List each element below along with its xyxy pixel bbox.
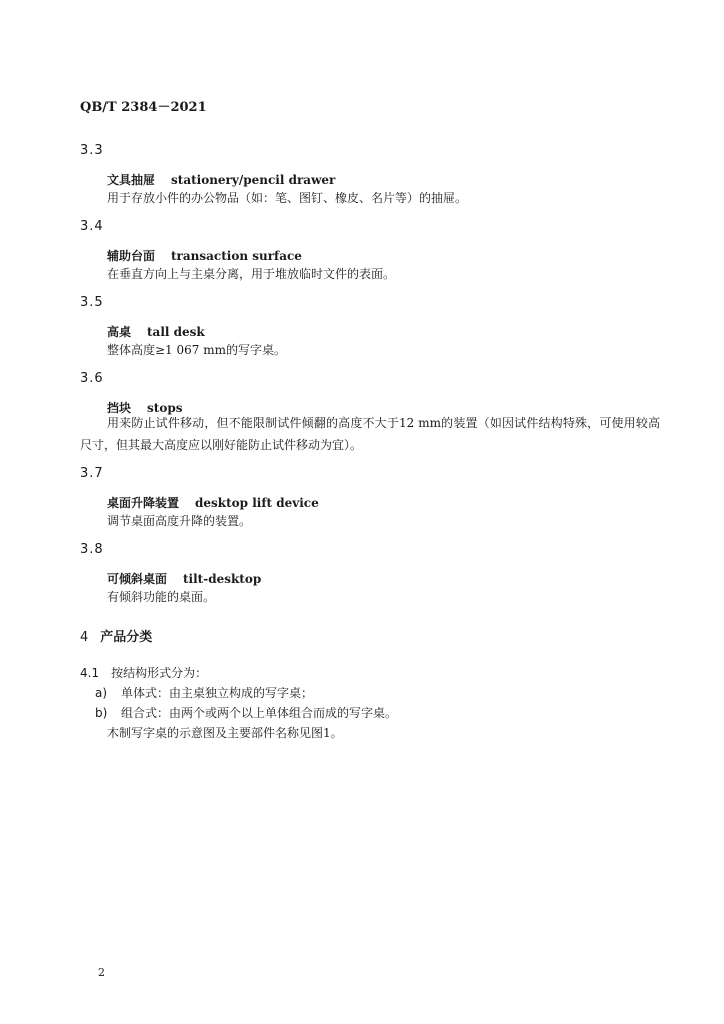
clause-number: 3.5 — [80, 295, 104, 310]
term-cn: 文具抽屉 — [107, 173, 156, 187]
term-cn: 辅助台面 — [107, 249, 156, 263]
section-number: 4 — [80, 630, 89, 645]
subclause-number: 4.1 — [80, 666, 100, 680]
term-en: stops — [147, 401, 183, 415]
term-definition: 整体高度≥1 067 mm的写字桌。 — [107, 343, 286, 357]
term-definition: 用来防止试件移动，但不能限制试件倾翻的高度不大于12 mm的装置（如因试件结构特殊，可使用较高尺寸，但其最大高度应以刚好能防止试件移动为宜）。 — [80, 416, 660, 452]
list-item-text: 组合式：由两个或两个以上单体组合而成的写字桌。 — [121, 706, 398, 720]
page-number: 2 — [98, 966, 105, 979]
term-heading — [107, 247, 302, 264]
standard-code-header: QB/T 2384－2021 — [80, 100, 207, 115]
clause-number: 3.7 — [80, 466, 104, 481]
term-en: stationery/pencil drawer — [171, 173, 336, 187]
term-definition: 调节桌面高度升降的装置。 — [107, 514, 252, 528]
term-en: tilt-desktop — [183, 572, 262, 586]
section-heading — [80, 626, 152, 645]
clause-number: 3.3 — [80, 143, 104, 158]
list-marker: b) — [95, 706, 108, 720]
figure-reference-note: 木制写字桌的示意图及主要部件名称见图1。 — [107, 726, 343, 740]
term-heading — [107, 570, 261, 587]
list-item — [95, 704, 397, 721]
list-item-text: 单体式：由主桌独立构成的写字桌； — [121, 686, 314, 700]
term-definition: 在垂直方向上与主桌分离，用于堆放临时文件的表面。 — [107, 267, 396, 281]
clause-number: 3.8 — [80, 542, 104, 557]
term-cn: 高桌 — [107, 325, 132, 339]
term-en: tall desk — [147, 325, 205, 339]
term-definition: 有倾斜功能的桌面。 — [107, 590, 216, 604]
term-en: transaction surface — [171, 249, 302, 263]
term-cn: 挡块 — [107, 401, 132, 415]
term-cn: 可倾斜桌面 — [107, 572, 168, 586]
clause-number: 3.4 — [80, 219, 104, 234]
term-heading — [107, 494, 319, 511]
clause-number: 3.6 — [80, 371, 104, 386]
subclause-text: 按结构形式分为： — [111, 666, 208, 680]
term-cn: 桌面升降装置 — [107, 496, 180, 510]
term-definition: 用于存放小件的办公物品（如：笔、图钉、橡皮、名片等）的抽屉。 — [107, 191, 468, 205]
term-heading — [107, 323, 205, 340]
section-title: 产品分类 — [100, 630, 153, 645]
subclause — [80, 664, 207, 681]
list-marker: a) — [95, 686, 108, 700]
list-item — [95, 684, 313, 701]
term-en: desktop lift device — [195, 496, 319, 510]
term-heading — [107, 171, 335, 188]
